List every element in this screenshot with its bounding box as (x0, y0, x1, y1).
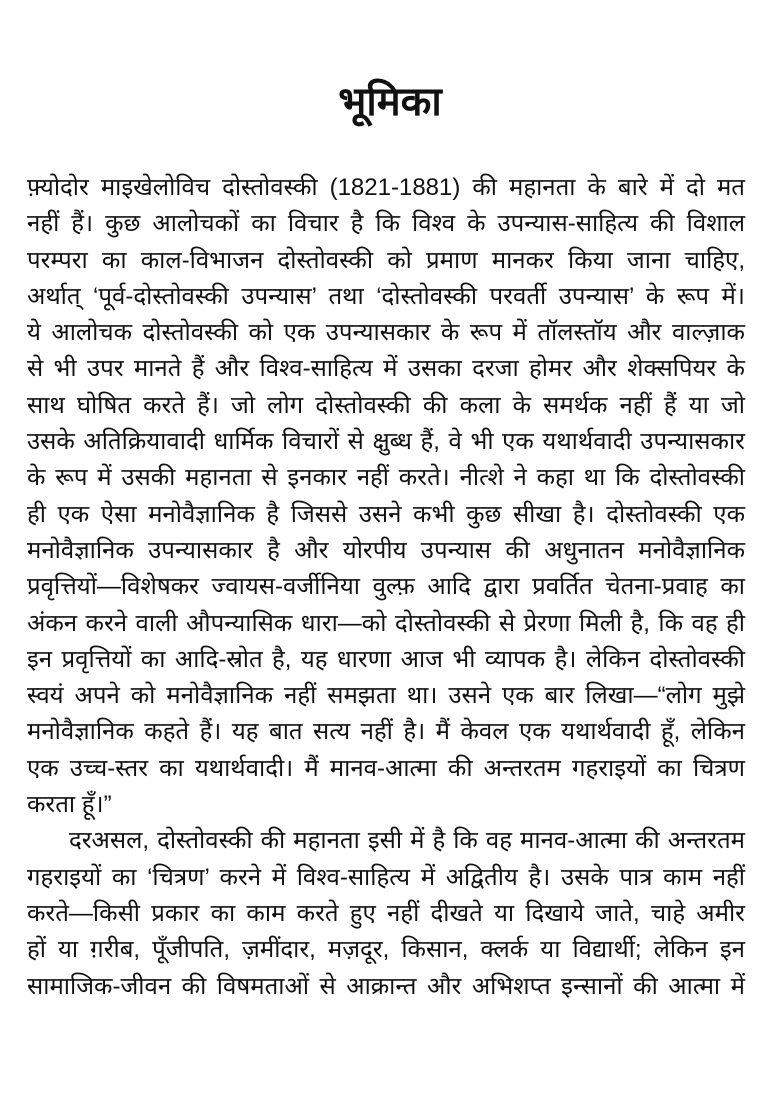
text-line: दरअसल, दोस्तोवस्की की महानता इसी में है कि वह मानव-आत्मा की अन्तरतम (69, 827, 745, 855)
text-line: मनोवैज्ञानिक उपन्यासकार है और योरपीय उपन्यास की अधुनातन मनोवैज्ञानिक (27, 536, 745, 564)
text-line: प्रवृत्तियों—विशेषकर ज्वायस-वर्जीनिया वुल्फ़ आदि द्वारा प्रवर्तित चेतना-प्रवाह का (27, 573, 745, 601)
text-line: गहराइयों का ‘चित्रण’ करने में विश्व-साहित्य में अद्वितीय है। उसके पात्र काम नहीं (27, 863, 745, 891)
text-line: इन प्रवृत्तियों का आदि-स्रोत है, यह धारणा आज भी व्यापक है। लेकिन दोस्तोवस्की (27, 645, 745, 673)
text-line: अंकन करने वाली औपन्यासिक धारा—को दोस्तोवस्की से प्रेरणा मिली है, कि वह ही (27, 609, 745, 637)
text-line: से भी उपर मानते हैं और विश्व-साहित्य में उसका दरजा होमर और शेक्सपियर के (27, 355, 745, 383)
text-line: के रूप में उसकी महानता से इनकार नहीं करते। नीत्शे ने कहा था कि दोस्तोवस्की (27, 464, 745, 492)
text-line: करते—किसी प्रकार का काम करते हुए नहीं दीखते या दिखाये जाते, चाहे अमीर (27, 899, 745, 927)
text-line: मनोवैज्ञानिक कहते हैं। यह बात सत्य नहीं है। मैं केवल एक यथार्थवादी हूँ, लेकिन (27, 718, 745, 746)
page-title: भूमिका (338, 80, 442, 124)
text-line: एक उच्च-स्तर का यथार्थवादी। मैं मानव-आत्मा की अन्तरतम गहराइयों का चित्रण (27, 754, 745, 782)
body-text (27, 170, 745, 1005)
text-line: उसके अतिक्रियावादी धार्मिक विचारों से क्षुब्ध हैं, वे भी एक यथार्थवादी उपन्यासकार (27, 428, 745, 456)
text-line: साथ घोषित करते हैं। जो लोग दोस्तोवस्की की कला के समर्थक नहीं हैं या जो (27, 391, 745, 419)
text-line: अर्थात् ‘पूर्व-दोस्तोवस्की उपन्यास’ तथा ‘दोस्तोवस्की परवर्ती उपन्यास’ के रूप में। (27, 282, 745, 310)
text-line: ही एक ऐसा मनोवैज्ञानिक है जिससे उसने कभी कुछ सीखा है। दोस्तोवस्की एक (27, 500, 745, 528)
text-line: फ़्योदोर माइखेलोविच दोस्तोवस्की (1821-1881) की महानता के बारे में दो मत (27, 174, 745, 201)
text-line: हों या ग़रीब, पूँजीपति, ज़मींदार, मज़दूर, किसान, क्लर्क या विद्यार्थी; लेकिन इन (27, 936, 745, 964)
text-line: स्वयं अपने को मनोवैज्ञानिक नहीं समझता था। उसने एक बार लिखा—“लोग मुझे (27, 682, 745, 710)
text-line: परम्परा का काल-विभाजन दोस्तोवस्की को प्रमाण मानकर किया जाना चाहिए, (27, 246, 745, 274)
text-line: करता हूँ।” (27, 791, 112, 819)
text-line: ये आलोचक दोस्तोवस्की को एक उपन्यासकार के रूप में तॉलस्तॉय और वाल्ज़ाक (27, 319, 745, 347)
text-line: नहीं हैं। कुछ आलोचकों का विचार है कि विश्व के उपन्यास-साहित्य की विशाल (27, 210, 745, 238)
text-line: सामाजिक-जीवन की विषमताओं से आक्रान्त और अभिशप्त इन्सानों की आत्मा में (27, 972, 745, 1000)
